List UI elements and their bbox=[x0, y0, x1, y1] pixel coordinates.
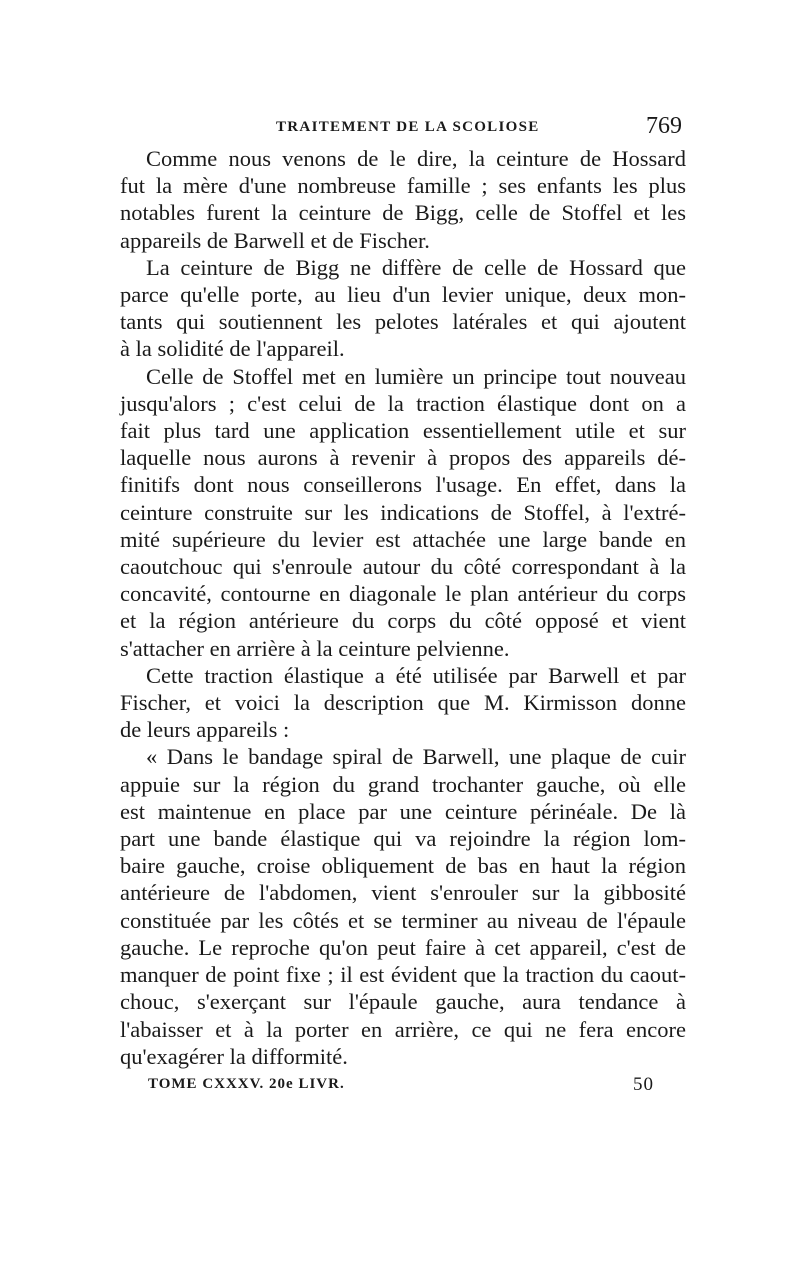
text-line: notables furent la ceinture de Bigg, celle de Stoffel et les bbox=[120, 200, 686, 226]
text-line: concavité, contourne en diagonale le plan antérieur du corps bbox=[120, 581, 686, 607]
text-line: part une bande élastique qui va rejoindre la région lom- bbox=[120, 826, 686, 852]
signature-mark: 50 bbox=[633, 1074, 654, 1095]
text-line: appuie sur la région du grand trochanter gauche, où elle bbox=[120, 771, 686, 797]
text-line: Cette traction élastique a été utilisée par Barwell et par bbox=[146, 662, 686, 688]
page-footer bbox=[148, 1074, 654, 1098]
running-head: TRAITEMENT DE LA SCOLIOSE bbox=[276, 119, 540, 135]
text-line: ceinture construite sur les indications de Stoffel, à l'extré- bbox=[120, 499, 686, 525]
text-line: parce qu'elle porte, au lieu d'un levier unique, deux mon- bbox=[120, 282, 686, 308]
text-line: manquer de point fixe ; il est évident que la traction du caout- bbox=[120, 962, 686, 988]
text-line: antérieure de l'abdomen, vient s'enrouler sur la gibbosité bbox=[120, 880, 686, 906]
text-line: gauche. Le reproche qu'on peut faire à cet appareil, c'est de bbox=[120, 934, 686, 960]
text-line: fait plus tard une application essentiellement utile et sur bbox=[120, 418, 686, 444]
text-line: est maintenue en place par une ceinture périnéale. De là bbox=[120, 798, 686, 824]
text-line: jusqu'alors ; c'est celui de la traction élastique dont on a bbox=[120, 390, 686, 416]
text-line: Celle de Stoffel met en lumière un principe tout nouveau bbox=[146, 363, 686, 389]
text-line: Fischer, et voici la description que M. Kirmisson donne bbox=[120, 690, 686, 716]
text-line: à la solidité de l'appareil. bbox=[120, 336, 345, 362]
text-line: Comme nous venons de le dire, la ceinture de Hossard bbox=[146, 146, 686, 171]
text-line: tants qui soutiennent les pelotes latérales et qui ajoutent bbox=[120, 309, 686, 335]
text-line: « Dans le bandage spiral de Barwell, une plaque de cuir bbox=[146, 744, 686, 770]
body-text bbox=[120, 145, 686, 1070]
text-line: l'abaisser et à la porter en arrière, ce qui ne fera encore bbox=[120, 1016, 686, 1042]
text-line: qu'exagérer la difformité. bbox=[120, 1043, 348, 1069]
text-line: baire gauche, croise obliquement de bas en haut la région bbox=[120, 853, 686, 879]
text-line: et la région antérieure du corps du côté opposé et vient bbox=[120, 608, 686, 634]
text-line: finitifs dont nous conseillerons l'usage. En effet, dans la bbox=[120, 472, 686, 498]
paragraphs bbox=[120, 145, 686, 1070]
text-line: caoutchouc qui s'enroule autour du côté correspondant à la bbox=[120, 554, 686, 580]
printer-signature: TOME CXXXV. 20e LIVR. bbox=[148, 1076, 345, 1092]
text-line: laquelle nous aurons à revenir à propos des appareils dé- bbox=[120, 445, 686, 471]
page-header bbox=[120, 113, 686, 143]
text-line: de leurs appareils : bbox=[120, 717, 290, 743]
text-line: fut la mère d'une nombreuse famille ; ses enfants les plus bbox=[120, 173, 686, 199]
page-number: 769 bbox=[646, 113, 682, 139]
text-line: appareils de Barwell et de Fischer. bbox=[120, 227, 430, 253]
text-line: chouc, s'exerçant sur l'épaule gauche, aura tendance à bbox=[120, 989, 686, 1015]
text-line: La ceinture de Bigg ne diffère de celle de Hossard que bbox=[146, 254, 686, 280]
text-line: s'attacher en arrière à la ceinture pelvienne. bbox=[120, 635, 510, 661]
text-line: constituée par les côtés et se terminer au niveau de l'épaule bbox=[120, 907, 686, 933]
text-line: mité supérieure du levier est attachée une large bande en bbox=[120, 526, 686, 552]
